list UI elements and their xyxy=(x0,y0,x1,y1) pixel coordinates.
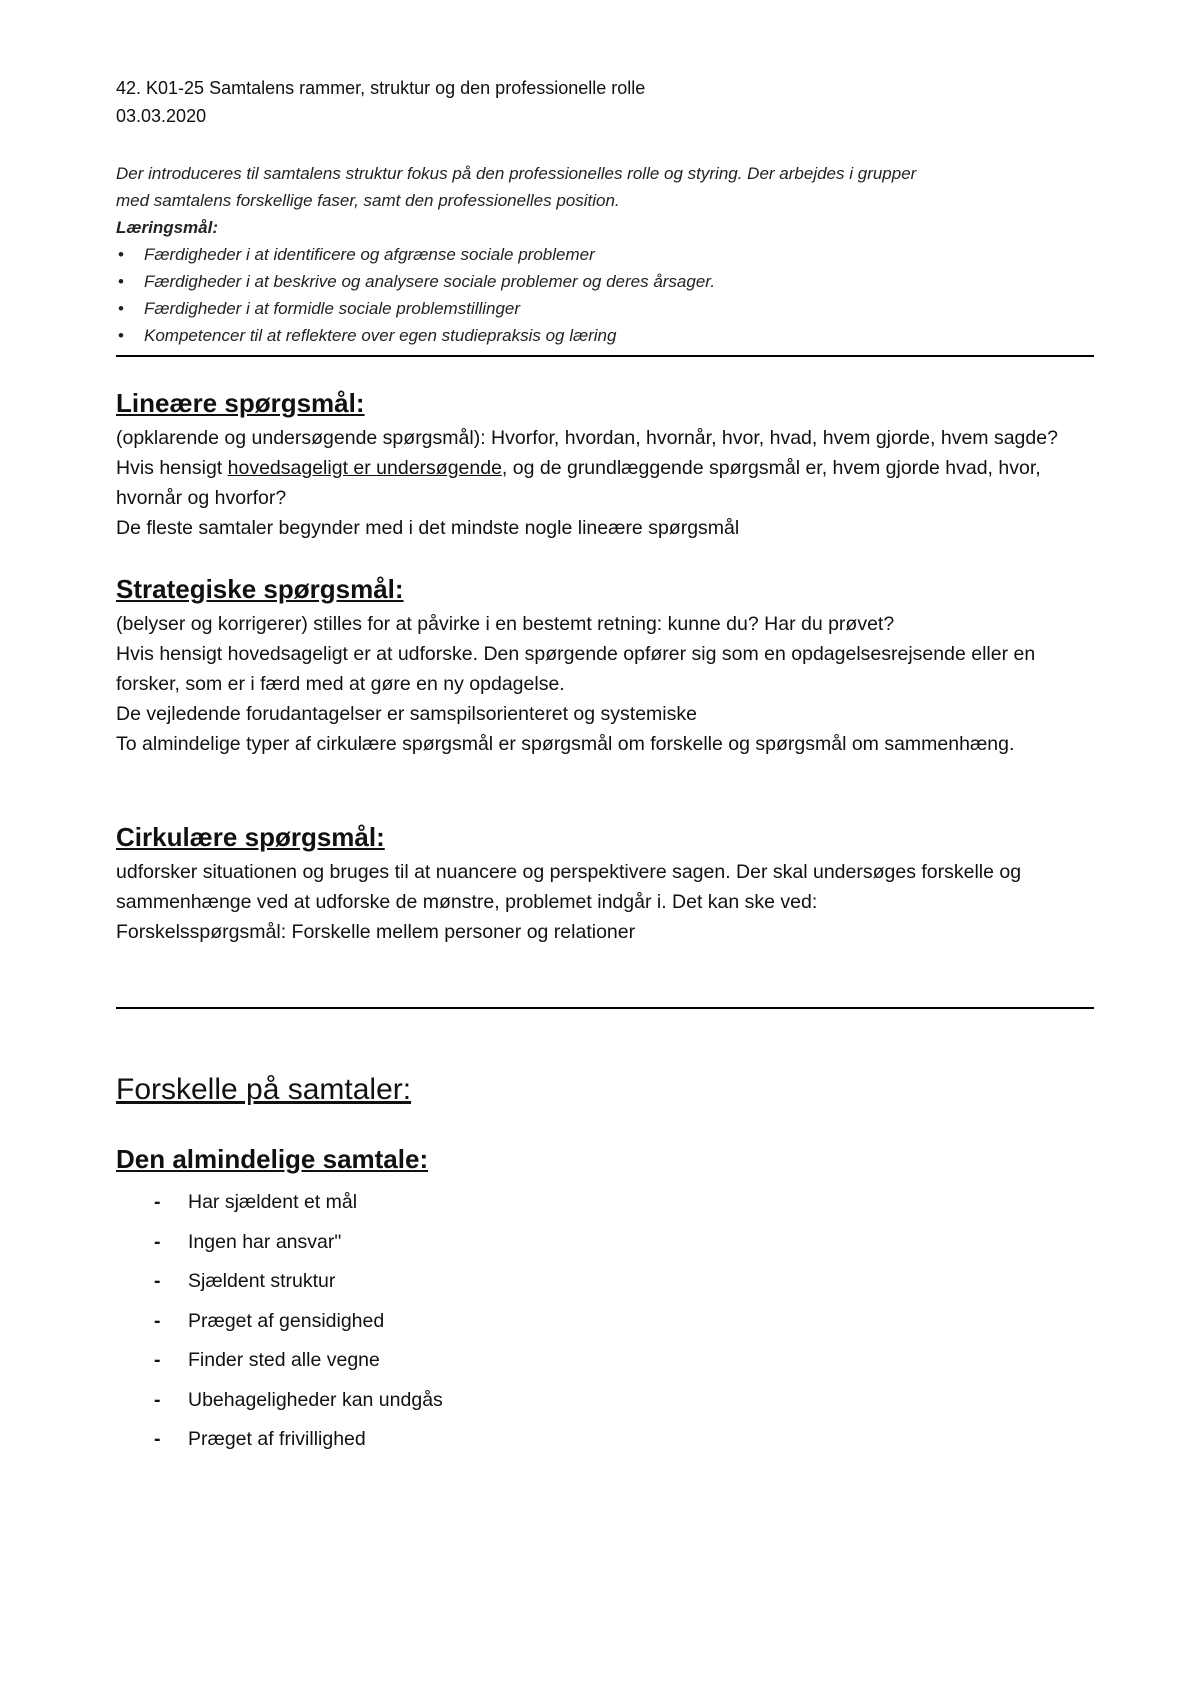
circular-questions-section xyxy=(116,821,1095,947)
list-item: - Præget af frivillighed xyxy=(116,1420,1095,1460)
ordinary-conversation-list xyxy=(116,1183,1095,1460)
strategic-paragraph-1: (belyser og korrigerer) stilles for at påvirke i en bestemt retning: kunne du? Har du prøvet? xyxy=(116,613,895,635)
bullet-icon: • xyxy=(118,272,124,291)
linear-paragraph-2: Hvis hensigt hovedsageligt er undersøgende, og de grundlæggende spørgsmål er, hvem gjorde hvad, hvor, hvornår og hvorfor? xyxy=(116,457,1041,509)
bullet-icon: • xyxy=(118,245,124,264)
document-date: 03.03.2020 xyxy=(116,106,207,126)
dash-icon: - xyxy=(154,1191,161,1213)
linear-heading: Lineære spørgsmål: xyxy=(116,388,365,418)
list-item: - Præget af gensidighed xyxy=(116,1302,1095,1342)
linear-questions-section xyxy=(116,387,1095,543)
linear-paragraph-1: (opklarende og undersøgende spørgsmål): Hvorfor, hvordan, hvornår, hvor, hvad, hvem gjorde, hvem sagde? xyxy=(116,427,1058,449)
dash-icon: - xyxy=(154,1230,161,1253)
strategic-heading: Strategiske spørgsmål: xyxy=(116,574,404,604)
list-item: - Ingen har ansvar" xyxy=(116,1223,1095,1263)
learning-goals-label: Læringsmål: xyxy=(116,218,219,237)
list-item: • Kompetencer til at reflektere over egen studiepraksis og læring xyxy=(116,322,1095,349)
dash-icon: - xyxy=(154,1270,161,1292)
list-item: • Færdigheder i at identificere og afgrænse sociale problemer xyxy=(116,241,1095,268)
list-item: - Har sjældent et mål xyxy=(116,1183,1095,1223)
underlined-phrase: hovedsageligt er undersøgende xyxy=(227,457,502,479)
list-item: • Færdigheder i at beskrive og analysere sociale problemer og deres årsager. xyxy=(116,268,1095,295)
ordinary-conversation-heading: Den almindelige samtale: xyxy=(116,1144,429,1174)
list-item: - Finder sted alle vegne xyxy=(116,1341,1095,1381)
intro-line-1: Der introduceres til samtalens struktur fokus på den professionelles rolle og styring. Der arbejdes i grupper xyxy=(116,164,917,183)
strategic-questions-section xyxy=(116,573,1095,759)
dash-icon: - xyxy=(154,1349,161,1371)
learning-goals-list xyxy=(116,241,1095,349)
divider xyxy=(116,355,1094,357)
dash-icon: - xyxy=(154,1388,161,1411)
list-item: - Ubehageligheder kan undgås xyxy=(116,1381,1095,1421)
bullet-icon: • xyxy=(118,299,124,318)
intro-line-2: med samtalens forskellige faser, samt den professionelles position. xyxy=(116,191,620,210)
dash-icon: - xyxy=(154,1428,161,1450)
circular-paragraph-1: udforsker situationen og bruges til at nuancere og perspektivere sagen. Der skal undersøges forskelle og sammenhænge ved at udforske de mønstre, problemet indgår i. Det kan ske ved: xyxy=(116,861,1022,913)
circular-paragraph-2: Forskelsspørgsmål: Forskelle mellem personer og relationer xyxy=(116,921,636,943)
list-item: • Færdigheder i at formidle sociale problemstillinger xyxy=(116,295,1095,322)
dash-icon: - xyxy=(154,1309,161,1332)
differences-heading: Forskelle på samtaler: xyxy=(116,1073,412,1106)
document-title: 42. K01-25 Samtalens rammer, struktur og den professionelle rolle xyxy=(116,78,646,98)
bullet-icon: • xyxy=(118,326,124,345)
divider xyxy=(116,1007,1094,1009)
linear-paragraph-3: De fleste samtaler begynder med i det mindste nogle lineære spørgsmål xyxy=(116,517,740,539)
intro-block xyxy=(116,160,1095,349)
list-item: - Sjældent struktur xyxy=(116,1262,1095,1302)
strategic-paragraph-3: De vejledende forudantagelser er samspilsorienteret og systemiske xyxy=(116,703,697,725)
strategic-paragraph-4: To almindelige typer af cirkulære spørgsmål er spørgsmål om forskelle og spørgsmål om sammenhæng. xyxy=(116,733,1015,755)
circular-heading: Cirkulære spørgsmål: xyxy=(116,822,385,852)
strategic-paragraph-2: Hvis hensigt hovedsageligt er at udforske. Den spørgende opfører sig som en opdagelsesrejsende eller en forsker, som er i færd med at gøre en ny opdagelse. xyxy=(116,643,1036,695)
